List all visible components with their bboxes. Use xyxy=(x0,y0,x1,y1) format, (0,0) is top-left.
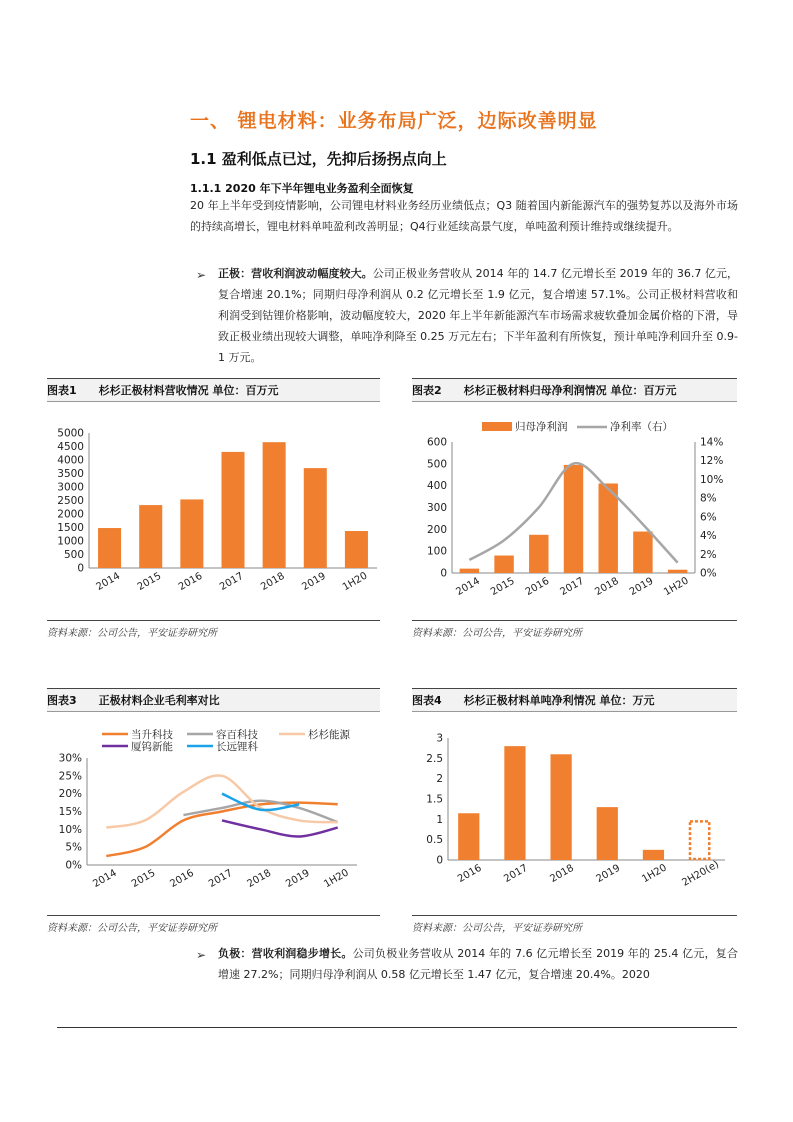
subsection-heading: 1.1 盈利低点已过，先抑后扬拐点向上 xyxy=(190,150,447,168)
x-tick-label: 1H20 xyxy=(340,570,370,594)
x-tick-label: 2014 xyxy=(94,570,123,593)
bar xyxy=(668,570,687,573)
legend-swatch-bar xyxy=(482,422,512,431)
x-tick-label: 2017 xyxy=(206,867,235,890)
x-tick-label: 2H20(e) xyxy=(680,858,721,889)
figure-3-source: 资料来源：公司公告，平安证券研究所 xyxy=(47,915,380,934)
y-tick-label: 200 xyxy=(426,523,447,536)
x-tick-label: 2017 xyxy=(217,570,246,593)
figure-caption: 杉杉正极材料归母净利润情况 单位：百万元 xyxy=(463,384,677,397)
y2-tick-label: 10% xyxy=(700,473,724,486)
bullet-paragraph-cathode xyxy=(218,263,738,368)
bar xyxy=(643,850,664,860)
series-line xyxy=(106,803,337,857)
x-tick-label: 2017 xyxy=(558,575,587,598)
x-tick-label: 2014 xyxy=(454,575,482,598)
y-tick-label: 1.5 xyxy=(426,793,443,806)
y-tick-label: 600 xyxy=(426,436,447,449)
x-tick-label: 2015 xyxy=(135,570,164,593)
figure-number: 图表2 xyxy=(412,384,442,397)
y-tick-label: 30% xyxy=(58,752,82,765)
chart-cathode-unit-profit xyxy=(412,715,737,915)
y-tick-label: 500 xyxy=(63,549,84,561)
bullet-body: 公司负极业务营收从 2014 年的 7.6 亿元增长至 2019 年的 25.4 亿元，复合增速 27.2%；同期归母净利润从 0.58 亿元增长至 1.47 亿元，复合增速 20.4%。2020 xyxy=(218,947,739,981)
y2-tick-label: 14% xyxy=(700,436,724,449)
x-tick-label: 1H20 xyxy=(640,862,669,886)
figure-caption: 正极材料企业毛利率对比 xyxy=(98,694,220,707)
bar xyxy=(597,807,618,860)
figure-2-source: 资料来源：公司公告，平安证券研究所 xyxy=(412,620,737,639)
bar xyxy=(633,532,652,573)
figure-4-source: 资料来源：公司公告，平安证券研究所 xyxy=(412,915,737,934)
bar-estimate xyxy=(690,821,709,859)
y-tick-label: 3500 xyxy=(57,468,84,480)
x-tick-label: 2019 xyxy=(284,867,312,890)
x-tick-label: 2016 xyxy=(176,570,205,593)
x-tick-label: 2016 xyxy=(523,575,552,598)
y-tick-label: 0 xyxy=(77,562,84,575)
x-tick-label: 2019 xyxy=(594,862,623,885)
chart-cathode-net-profit xyxy=(412,405,737,620)
y-tick-label: 3000 xyxy=(57,481,84,494)
legend-label: 厦钨新能 xyxy=(131,741,173,753)
figure-caption: 杉杉正极材料营收情况 单位：百万元 xyxy=(98,384,279,397)
y2-tick-label: 6% xyxy=(700,511,717,524)
bar xyxy=(139,505,162,568)
y-tick-label: 2.5 xyxy=(426,752,443,765)
bar xyxy=(458,813,479,860)
y-tick-label: 300 xyxy=(426,502,447,514)
figure-number: 图表1 xyxy=(47,384,77,397)
bar xyxy=(221,452,244,568)
legend-label: 归母净利润 xyxy=(515,421,568,433)
footer-divider xyxy=(57,1027,737,1028)
bar xyxy=(345,531,368,568)
y-tick-label: 500 xyxy=(426,458,447,471)
figure-2-title xyxy=(412,378,737,402)
figure-number: 图表3 xyxy=(47,694,77,707)
y-tick-label: 0.5 xyxy=(426,834,443,847)
y2-tick-label: 8% xyxy=(700,492,717,505)
y-tick-label: 0 xyxy=(440,567,447,580)
y-tick-label: 2 xyxy=(436,773,443,786)
y-tick-label: 0 xyxy=(436,854,443,867)
bar xyxy=(550,754,571,860)
x-tick-label: 2018 xyxy=(548,862,576,885)
y-tick-label: 0% xyxy=(65,859,82,872)
bullet-body: 公司正极业务营收从 2014 年的 14.7 亿元增长至 2019 年的 36.7 亿元，复合增速 20.1%；同期归母净利润从 0.2 亿元增长至 1.9 亿元，复合增速 57.1%。公司正极材料营收和利润受到钴锂价格影响，波动幅度较大，2020 年上半年新能源汽车市场需求疲软叠加金属价格的下滑，导致正极业绩出现较大调整，单吨净利降至 0.25 万元左右；下半年盈利有所恢复，预计单吨净利回升至 0.9-1 万元。 xyxy=(218,267,738,364)
legend-label: 净利率（右） xyxy=(610,421,673,433)
legend-label: 长远锂科 xyxy=(216,741,258,753)
x-tick-label: 2018 xyxy=(259,570,287,593)
x-tick-label: 2015 xyxy=(129,867,158,890)
figure-number: 图表4 xyxy=(412,694,442,707)
bar xyxy=(263,442,286,568)
figure-1-title xyxy=(47,378,380,402)
legend-label: 杉杉能源 xyxy=(308,729,350,741)
y-tick-label: 1 xyxy=(436,813,443,826)
y-tick-label: 15% xyxy=(58,806,82,818)
y-tick-label: 400 xyxy=(426,480,447,493)
y-tick-label: 25% xyxy=(58,770,82,783)
chart-cathode-revenue xyxy=(47,405,380,620)
bar xyxy=(598,483,617,573)
bar xyxy=(304,468,327,568)
y2-tick-label: 4% xyxy=(700,530,717,543)
y-tick-label: 5% xyxy=(65,841,82,854)
x-tick-label: 2018 xyxy=(593,575,621,598)
bar xyxy=(529,535,548,573)
intro-paragraph: 20 年上半年受到疫情影响，公司锂电材料业务经历业绩低点；Q3 随着国内新能源汽车的强势复苏以及海外市场的持续高增长，锂电材料单吨盈利改善明显；Q4行业延续高景气度，单吨盈利预计维持或继续提升。 xyxy=(190,199,738,233)
y-tick-label: 100 xyxy=(426,545,447,558)
x-tick-label: 2017 xyxy=(502,862,530,885)
x-tick-label: 1H20 xyxy=(322,867,351,891)
x-tick-label: 1H20 xyxy=(662,575,691,599)
y-tick-label: 20% xyxy=(58,788,82,801)
figure-3-title xyxy=(47,688,380,712)
y-tick-label: 2000 xyxy=(57,508,84,521)
y-tick-label: 1500 xyxy=(57,522,84,534)
y-tick-label: 10% xyxy=(58,823,82,836)
chart-gross-margin-comparison xyxy=(47,715,380,915)
x-tick-label: 2016 xyxy=(168,867,196,890)
figure-4-title xyxy=(412,688,737,712)
bullet-icon: ➢ xyxy=(196,268,207,282)
y2-tick-label: 0% xyxy=(700,567,717,580)
y2-tick-label: 2% xyxy=(700,548,717,561)
x-tick-label: 2016 xyxy=(456,862,484,885)
subsubsection-heading: 1.1.1 2020 年下半年锂电业务盈利全面恢复 xyxy=(190,182,414,195)
y2-tick-label: 12% xyxy=(700,455,724,468)
legend-label: 当升科技 xyxy=(131,729,173,741)
bullet-lead: 正极：营收利润波动幅度较大。 xyxy=(218,267,373,280)
y-tick-label: 3 xyxy=(436,732,443,745)
bar xyxy=(460,569,479,573)
figure-1-source: 资料来源：公司公告，平安证券研究所 xyxy=(47,620,380,639)
y-tick-label: 2500 xyxy=(57,495,84,507)
bullet-icon: ➢ xyxy=(196,948,207,962)
bar xyxy=(564,465,583,573)
x-tick-label: 2018 xyxy=(245,867,274,890)
bullet-paragraph-anode xyxy=(218,943,738,985)
legend-label: 容百科技 xyxy=(216,729,258,741)
y-tick-label: 1000 xyxy=(57,535,84,548)
bullet-lead: 负极：营收利润稳步增长。 xyxy=(218,947,353,960)
figure-caption: 杉杉正极材料单吨净利情况 单位：万元 xyxy=(463,694,655,707)
y-tick-label: 4000 xyxy=(57,454,84,467)
section-heading: 一、 锂电材料：业务布局广泛，边际改善明显 xyxy=(190,110,598,132)
bar xyxy=(98,528,121,568)
bar xyxy=(504,746,525,860)
bar xyxy=(180,499,203,568)
x-tick-label: 2015 xyxy=(489,575,517,598)
x-tick-label: 2019 xyxy=(627,575,656,598)
x-tick-label: 2014 xyxy=(91,867,119,890)
y-tick-label: 5000 xyxy=(57,427,84,440)
y-tick-label: 4500 xyxy=(57,441,84,453)
bar xyxy=(494,556,513,573)
x-tick-label: 2019 xyxy=(300,570,328,593)
